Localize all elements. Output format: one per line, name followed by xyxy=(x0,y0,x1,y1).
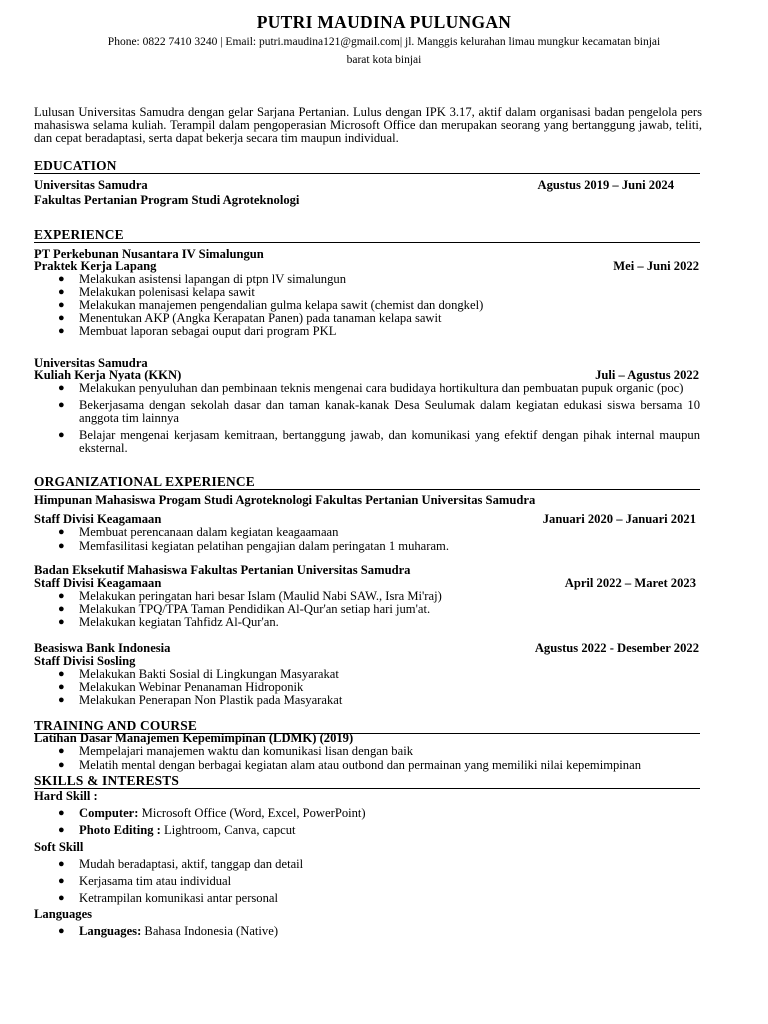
bullet-icon: ● xyxy=(58,603,65,615)
bullet-icon: ● xyxy=(58,892,65,904)
list-item: ● Melakukan kegiatan Tahfidz Al-Qur'an. xyxy=(58,615,279,629)
bullet-icon: ● xyxy=(58,590,65,602)
list-item: ● Bekerjasama dengan sekolah dasar dan taman kanak-kanak Desa Seulumak dalam kegiatan edukasi siswa bersama 10 anggota tim lainnya xyxy=(58,398,700,425)
training-title: Latihan Dasar Manajemen Kepemimpinan (LDMK) (2019) xyxy=(34,731,354,745)
education-faculty: Fakultas Pertanian Program Studi Agroteknologi xyxy=(34,193,300,207)
list-item: ● Mudah beradaptasi, aktif, tanggap dan detail xyxy=(58,857,304,871)
bullet-icon: ● xyxy=(58,681,65,693)
bullet-icon: ● xyxy=(58,875,65,887)
list-item: ● Belajar mengenai kerjasam kemitraan, bertanggung jawab, dan komunikasi yang efektif dengan pihak internal maupun eksternal. xyxy=(58,428,700,455)
experience-role: Praktek Kerja Lapang xyxy=(34,259,157,273)
experience-org: PT Perkebunan Nusantara IV Simalungun xyxy=(34,247,264,261)
bullet-icon: ● xyxy=(58,325,65,337)
list-item: ● Memfasilitasi kegiatan pelatihan pengajian dalam peringatan 1 muharam. xyxy=(58,539,449,553)
contact-line: Phone: 0822 7410 3240 | Email: putri.maudina121@gmail.com| jl. Manggis kelurahan limau mungkur kecamatan binjai xyxy=(107,36,661,48)
bullet-icon: ● xyxy=(58,299,65,311)
list-item: ● Computer: Microsoft Office (Word, Excel, PowerPoint) xyxy=(58,806,366,820)
list-item: ● Melakukan Bakti Sosial di Lingkungan Masyarakat xyxy=(58,667,339,681)
bullet-icon: ● xyxy=(58,312,65,324)
list-item: ● Melakukan asistensi lapangan di ptpn lV simalungun xyxy=(58,272,346,286)
org-period: April 2022 – Maret 2023 xyxy=(564,576,696,590)
section-heading-organizational: ORGANIZATIONAL EXPERIENCE xyxy=(34,474,700,490)
contact-address-continued: barat kota binjai xyxy=(346,54,422,66)
list-item: ● Languages: Bahasa Indonesia (Native) xyxy=(58,924,279,938)
org-bullets xyxy=(58,590,700,629)
bullet-icon: ● xyxy=(58,807,65,819)
soft-skill-label: Soft Skill xyxy=(34,840,84,854)
experience-bullets xyxy=(58,382,700,455)
bullet-icon: ● xyxy=(58,824,65,836)
bullet-icon: ● xyxy=(58,694,65,706)
candidate-name: PUTRI MAUDINA PULUNGAN xyxy=(256,12,512,32)
experience-role: Kuliah Kerja Nyata (KKN) xyxy=(34,368,182,382)
list-item: ● Melakukan Webinar Penanaman Hidroponik xyxy=(58,680,304,694)
list-item: ● Melatih mental dengan berbagai kegiatan alam atau outbond dan permainan yang memiliki nilai kepemimpinan xyxy=(58,758,641,772)
bullet-icon: ● xyxy=(58,382,65,394)
list-item: ● Membuat perencanaan dalam kegiatan keagaamaan xyxy=(58,525,339,539)
org-name: Beasiswa Bank Indonesia xyxy=(34,641,171,655)
bullet-icon: ● xyxy=(58,526,65,538)
hard-skill-label: Hard Skill : xyxy=(34,789,98,803)
bullet-icon: ● xyxy=(58,399,65,411)
org-bullets xyxy=(58,668,700,707)
org-bullets xyxy=(58,526,700,553)
experience-period: Juli – Agustus 2022 xyxy=(595,368,699,382)
training-bullets xyxy=(58,745,700,772)
bullet-icon: ● xyxy=(58,429,65,441)
bullet-icon: ● xyxy=(58,273,65,285)
org-role: Staff Divisi Keagamaan xyxy=(34,512,162,526)
list-item: ● Mempelajari manajemen waktu dan komunikasi lisan dengan baik xyxy=(58,744,413,758)
section-heading-experience: EXPERIENCE xyxy=(34,227,700,243)
list-item: ● Melakukan peringatan hari besar Islam (Maulid Nabi SAW., Isra Mi'raj) xyxy=(58,589,442,603)
list-item: ● Melakukan Penerapan Non Plastik pada Masyarakat xyxy=(58,693,343,707)
section-heading-skills: SKILLS & INTERESTS xyxy=(34,773,700,789)
org-role: Staff Divisi Keagamaan xyxy=(34,576,162,590)
list-item: ● Melakukan manajemen pengendalian gulma kelapa sawit (chemist dan dongkel) xyxy=(58,298,484,312)
experience-bullets xyxy=(58,273,700,338)
section-heading-education: EDUCATION xyxy=(34,158,700,174)
experience-org: Universitas Samudra xyxy=(34,356,148,370)
org-role: Staff Divisi Sosling xyxy=(34,654,136,668)
list-item: ● Membuat laporan sebagai ouput dari program PKL xyxy=(58,324,337,338)
bullet-icon: ● xyxy=(58,668,65,680)
org-period: Januari 2020 – Januari 2021 xyxy=(542,512,696,526)
bullet-icon: ● xyxy=(58,925,65,937)
education-row xyxy=(34,179,674,192)
list-item: ● Melakukan polenisasi kelapa sawit xyxy=(58,285,255,299)
bullet-icon: ● xyxy=(58,745,65,757)
section-heading-training: TRAINING AND COURSE xyxy=(34,718,700,734)
languages-label: Languages xyxy=(34,907,93,921)
org-period: Agustus 2022 - Desember 2022 xyxy=(534,641,699,655)
org-name: Badan Eksekutif Mahasiswa Fakultas Pertanian Universitas Samudra xyxy=(34,563,411,577)
soft-skill-list xyxy=(58,858,700,909)
bullet-icon: ● xyxy=(58,759,65,771)
bullet-icon: ● xyxy=(58,286,65,298)
list-item: ● Kerjasama tim atau individual xyxy=(58,874,232,888)
list-item: ● Ketrampilan komunikasi antar personal xyxy=(58,891,278,905)
experience-period: Mei – Juni 2022 xyxy=(613,259,699,273)
hard-skill-list xyxy=(58,807,700,841)
org-name: Himpunan Mahasiswa Progam Studi Agroteknologi Fakultas Pertanian Universitas Samudra xyxy=(34,493,536,507)
summary-paragraph: Lulusan Universitas Samudra dengan gelar Sarjana Pertanian. Lulus dengan IPK 3.17, aktif dalam organisasi badan pengelola pers mahasiswa selama kuliah. Terampil dalam pengoperasian Microsoft Office dan merupakan seorang yang bertanggung jawab, teliti, dan cepat beradaptasi, serta dapat bekerja secara tim maupun individual. xyxy=(34,105,702,145)
bullet-icon: ● xyxy=(58,540,65,552)
bullet-icon: ● xyxy=(58,858,65,870)
languages-list xyxy=(58,925,700,942)
list-item: ● Menentukan AKP (Angka Kerapatan Panen) pada tanaman kelapa sawit xyxy=(58,311,442,325)
education-school: Universitas Samudra xyxy=(34,178,148,192)
education-period: Agustus 2019 – Juni 2024 xyxy=(537,178,674,192)
list-item: ● Photo Editing : Lightroom, Canva, capcut xyxy=(58,823,296,837)
list-item: ● Melakukan TPQ/TPA Taman Pendidikan Al-Qur'an setiap hari jum'at. xyxy=(58,602,431,616)
list-item: ● Melakukan penyuluhan dan pembinaan teknis mengenai cara budidaya hortikultura dan pembuatan pupuk organic (poc) xyxy=(58,381,684,395)
bullet-icon: ● xyxy=(58,616,65,628)
